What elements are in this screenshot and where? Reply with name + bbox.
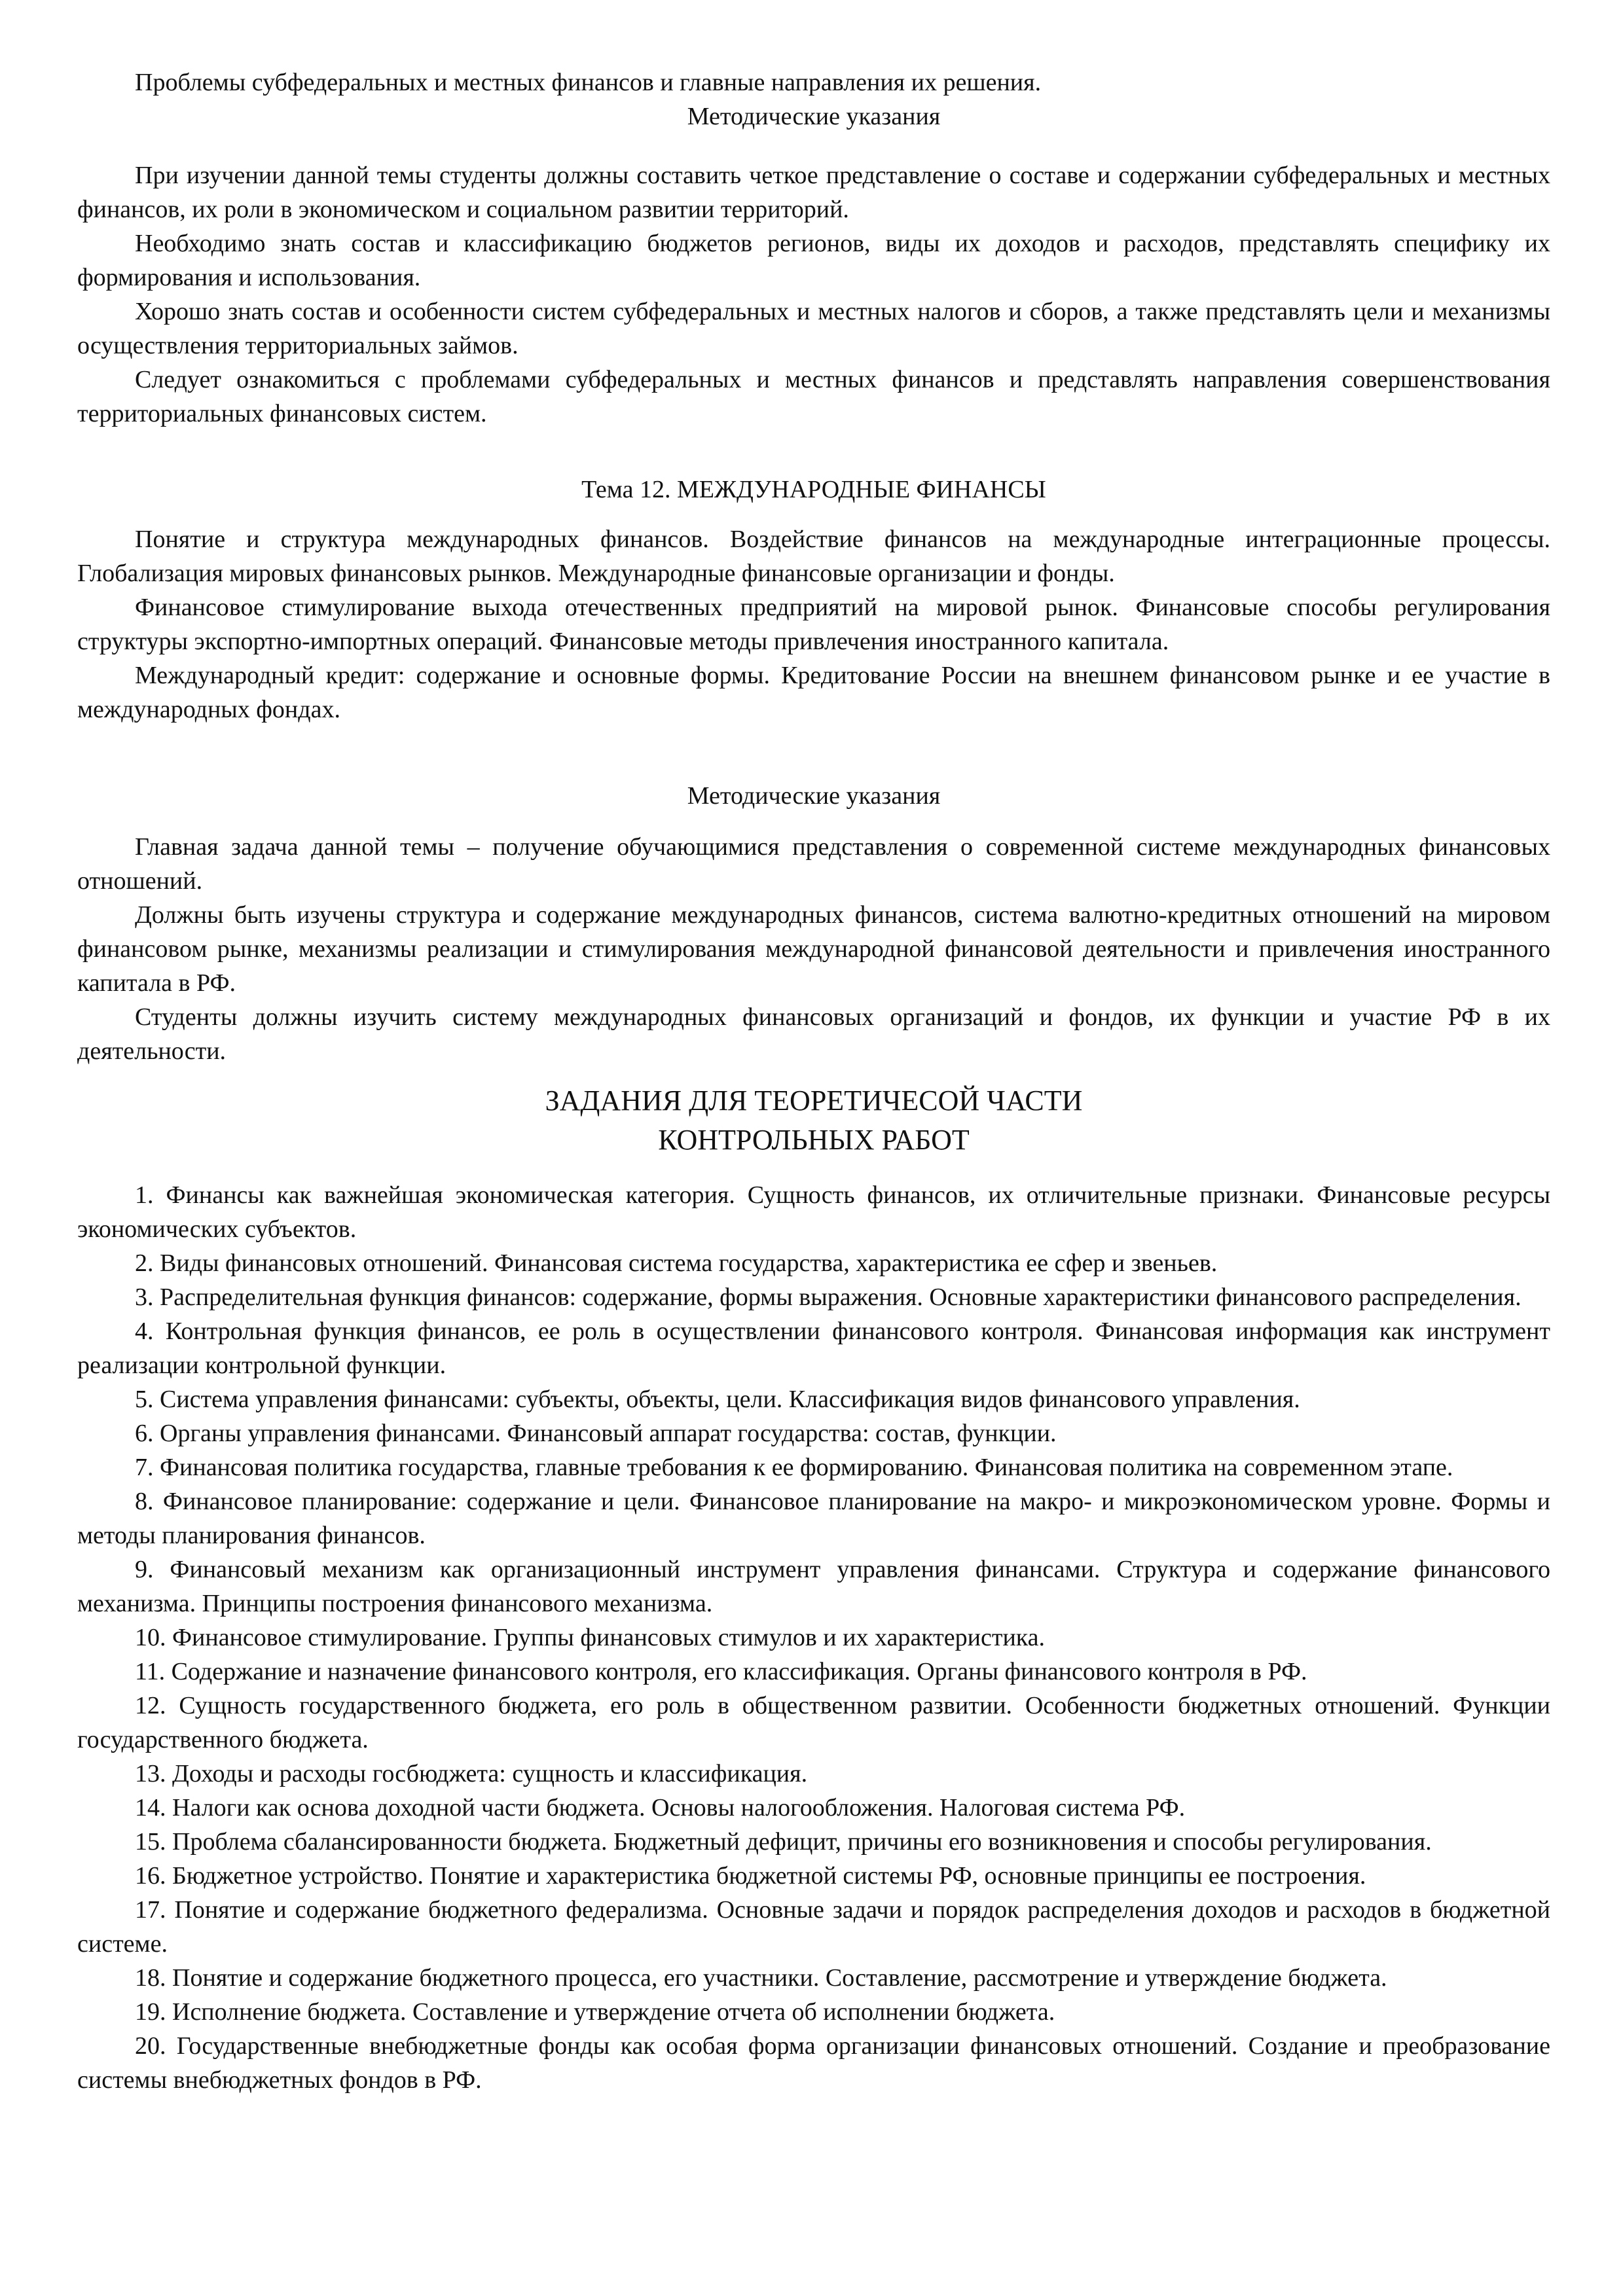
task-item: 10. Финансовое стимулирование. Группы финансовых стимулов и их характеристика. <box>135 1624 1046 1651</box>
methodical-heading-1: Методические указания <box>687 103 941 130</box>
paragraph: Главная задача данной темы – получение обучающимися представления о современной системе международных финансовых отношений. <box>77 833 1550 895</box>
task-item: 3. Распределительная функция финансов: содержание, формы выражения. Основные характеристики финансового распределения. <box>135 1283 1522 1311</box>
task-item: 8. Финансовое планирование: содержание и цели. Финансовое планирование на макро- и микроэкономическом уровне. Формы и методы планирования финансов. <box>77 1488 1550 1549</box>
tasks-list <box>77 1178 1550 2097</box>
task-item: 18. Понятие и содержание бюджетного процесса, его участники. Составление, рассмотрение и утверждение бюджета. <box>135 1964 1387 1992</box>
methodical-section-1 <box>77 158 1550 431</box>
task-item: 4. Контрольная функция финансов, ее роль в осуществлении финансового контроля. Финансовая информация как инструмент реализации контрольной функции. <box>77 1318 1550 1379</box>
task-item: 7. Финансовая политика государства, главные требования к ее формированию. Финансовая политика на современном этапе. <box>135 1454 1453 1481</box>
document-page <box>77 65 1550 2097</box>
task-item: 19. Исполнение бюджета. Составление и утверждение отчета об исполнении бюджета. <box>135 1998 1055 2026</box>
task-item: 14. Налоги как основа доходной части бюджета. Основы налогообложения. Налоговая система РФ. <box>135 1794 1186 1821</box>
tasks-heading <box>77 1081 1550 1160</box>
methodical-heading-2: Методические указания <box>687 782 941 810</box>
paragraph: При изучении данной темы студенты должны составить четкое представление о составе и содержании субфедеральных и местных финансов, их роли в экономическом и социальном развитии территорий. <box>77 162 1550 223</box>
task-item: 20. Государственные внебюджетные фонды как особая форма организации финансовых отношений. Создание и преобразование системы внебюджетных фондов в РФ. <box>77 2032 1550 2094</box>
task-item: 2. Виды финансовых отношений. Финансовая система государства, характеристика ее сфер и звеньев. <box>135 1249 1218 1277</box>
task-item: 15. Проблема сбалансированности бюджета. Бюджетный дефицит, причины его возникновения и способы регулирования. <box>135 1828 1432 1856</box>
task-item: 1. Финансы как важнейшая экономическая категория. Сущность финансов, их отличительные признаки. Финансовые ресурсы экономических субъектов. <box>77 1181 1550 1243</box>
paragraph: Следует ознакомиться с проблемами субфедеральных и местных финансов и представлять направления совершенствования территориальных финансовых систем. <box>77 366 1550 427</box>
tasks-heading-line-1: ЗАДАНИЯ ДЛЯ ТЕОРЕТИЧЕСОЙ ЧАСТИ <box>545 1085 1083 1117</box>
paragraph: Понятие и структура международных финансов. Воздействие финансов на международные интеграционные процессы. Глобализация мировых финансовых рынков. Международные финансовые организации и фонды. <box>77 526 1550 587</box>
intro-line: Проблемы субфедеральных и местных финансов и главные направления их решения. <box>135 69 1042 96</box>
task-item: 16. Бюджетное устройство. Понятие и характеристика бюджетной системы РФ, основные принципы ее построения. <box>135 1862 1366 1890</box>
methodical-section-2 <box>77 830 1550 1068</box>
task-item: 17. Понятие и содержание бюджетного федерализма. Основные задачи и порядок распределения доходов и расходов в бюджетной системе. <box>77 1896 1550 1958</box>
paragraph: Должны быть изучены структура и содержание международных финансов, система валютно-кредитных отношений на мировом финансовом рынке, механизмы реализации и стимулирования международной финансовой деятельности и привлечения иностранного капитала в РФ. <box>77 901 1550 997</box>
task-item: 5. Система управления финансами: субъекты, объекты, цели. Классификация видов финансового управления. <box>135 1386 1300 1413</box>
tasks-heading-line-2: КОНТРОЛЬНЫХ РАБОТ <box>658 1124 970 1156</box>
task-item: 11. Содержание и назначение финансового контроля, его классификация. Органы финансового контроля в РФ. <box>135 1658 1307 1685</box>
task-item: 12. Сущность государственного бюджета, его роль в общественном развитии. Особенности бюджетных отношений. Функции государственного бюджета. <box>77 1692 1550 1753</box>
paragraph: Хорошо знать состав и особенности систем субфедеральных и местных налогов и сборов, а также представлять цели и механизмы осуществления территориальных займов. <box>77 298 1550 359</box>
topic-heading: Тема 12. МЕЖДУНАРОДНЫЕ ФИНАНСЫ <box>581 476 1046 503</box>
paragraph: Международный кредит: содержание и основные формы. Кредитование России на внешнем финансовом рынке и ее участие в международных фондах. <box>77 662 1550 723</box>
task-item: 13. Доходы и расходы госбюджета: сущность и классификация. <box>135 1760 808 1787</box>
paragraph: Необходимо знать состав и классификацию бюджетов регионов, виды их доходов и расходов, представлять специфику их формирования и использования. <box>77 230 1550 291</box>
paragraph: Финансовое стимулирование выхода отечественных предприятий на мировой рынок. Финансовые способы регулирования структуры экспортно-импортных операций. Финансовые методы привлечения иностранного капитала. <box>77 594 1550 655</box>
topic-section <box>77 522 1550 726</box>
paragraph: Студенты должны изучить систему международных финансовых организаций и фондов, их функции и участие РФ в их деятельности. <box>77 1003 1550 1065</box>
task-item: 6. Органы управления финансами. Финансовый аппарат государства: состав, функции. <box>135 1420 1057 1447</box>
task-item: 9. Финансовый механизм как организационный инструмент управления финансами. Структура и содержание финансового механизма. Принципы построения финансового механизма. <box>77 1556 1550 1617</box>
